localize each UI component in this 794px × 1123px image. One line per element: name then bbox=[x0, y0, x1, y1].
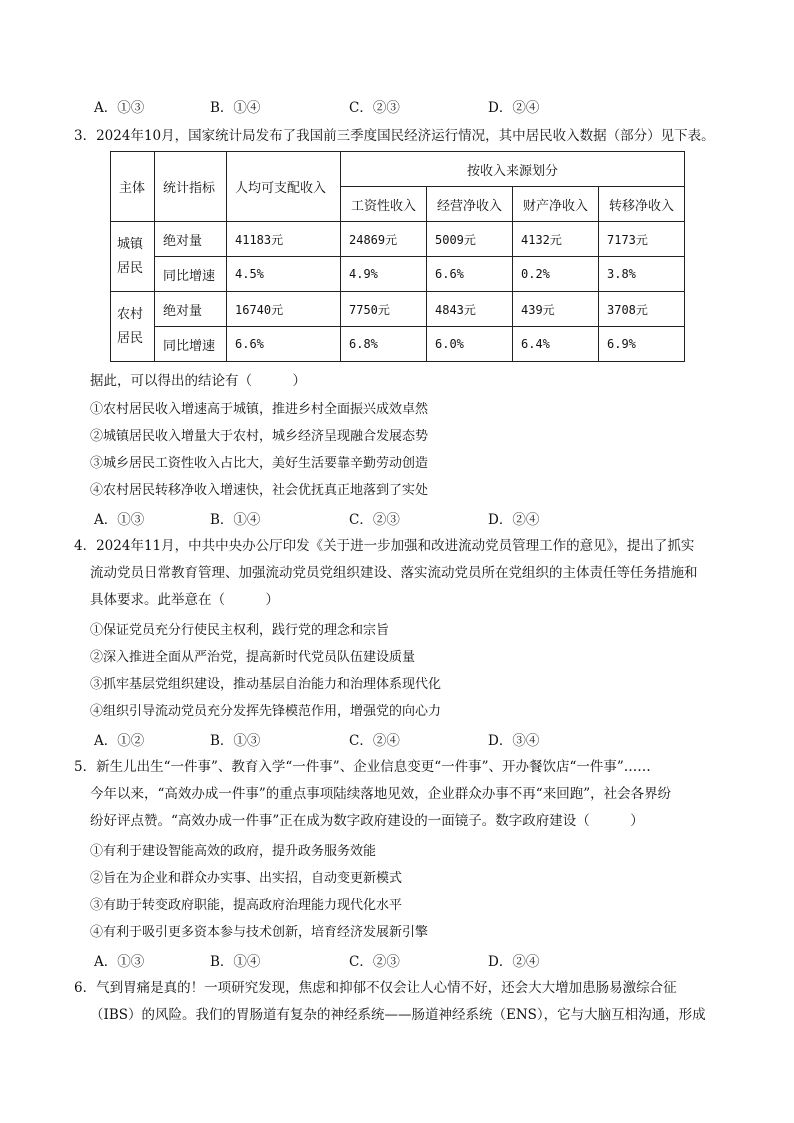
table-cell: 6.4% bbox=[513, 327, 599, 362]
q5-option-d[interactable]: D．②④ bbox=[488, 954, 540, 970]
table-cell: 16740元 bbox=[227, 292, 341, 327]
table-cell: 4.9% bbox=[341, 257, 427, 292]
table-cell: 4843元 bbox=[427, 292, 513, 327]
q4-option-a[interactable]: A．①② bbox=[94, 733, 145, 749]
subject-rural-line1: 农村 bbox=[117, 306, 144, 322]
header-per-capita: 人均可支配收入 bbox=[227, 152, 341, 222]
q2-options bbox=[94, 96, 654, 116]
q3-item-4: ④农村居民转移净收入增速快，社会优抚真正地落到了实处 bbox=[90, 483, 429, 498]
q2-option-d[interactable]: D．②④ bbox=[488, 100, 540, 116]
q3-option-a[interactable]: A．①③ bbox=[94, 512, 145, 528]
header-indicator: 统计指标 bbox=[155, 152, 227, 222]
header-by-source: 按收入来源划分 bbox=[341, 152, 685, 187]
q3-stem: 3．2024年10月，国家统计局发布了我国前三季度国民经济运行情况，其中居民收入数据（部分）见下表。 bbox=[74, 128, 715, 144]
income-table bbox=[110, 151, 685, 362]
table-cell: 3.8% bbox=[599, 257, 685, 292]
q4-stem-line3: 具体要求。此举意在（ ） bbox=[90, 592, 279, 608]
q6-stem-line2: （IBS）的风险。我们的胃肠道有复杂的神经系统——肠道神经系统（ENS），它与大脑互相沟通，形成 bbox=[90, 1007, 706, 1023]
table-cell: 24869元 bbox=[341, 222, 427, 257]
table-cell: 4132元 bbox=[513, 222, 599, 257]
table-cell: 6.9% bbox=[599, 327, 685, 362]
q4-item-2: ②深入推进全面从严治党，提高新时代党员队伍建设质量 bbox=[90, 650, 416, 665]
table-cell: 0.2% bbox=[513, 257, 599, 292]
q5-option-b[interactable]: B．①④ bbox=[210, 954, 261, 970]
q3-option-c[interactable]: C．②③ bbox=[349, 512, 400, 528]
q5-item-4: ④有利于吸引更多资本参与技术创新，培育经济发展新引擎 bbox=[90, 925, 429, 940]
q4-option-d[interactable]: D．③④ bbox=[488, 733, 540, 749]
table-cell: 同比增速 bbox=[155, 327, 227, 362]
q6-stem-line1: 6．气到胃痛是真的！一项研究发现，焦虑和抑郁不仅会让人心情不好，还会大大增加患肠易激综合征 bbox=[74, 980, 677, 996]
q5-stem-line3: 纷好评点赞。“高效办成一件事”正在成为数字政府建设的一面镜子。数字政府建设（ ） bbox=[90, 813, 644, 829]
q5-item-1: ①有利于建设智能高效的政府，提升政务服务效能 bbox=[90, 844, 377, 859]
subject-urban-line1: 城镇 bbox=[117, 236, 144, 252]
subject-rural bbox=[111, 292, 155, 362]
table-cell: 439元 bbox=[513, 292, 599, 327]
table-cell: 绝对量 bbox=[155, 292, 227, 327]
q3-item-1: ①农村居民收入增速高于城镇，推进乡村全面振兴成效卓然 bbox=[90, 402, 429, 417]
q2-option-c[interactable]: C．②③ bbox=[349, 100, 400, 116]
q3-item-2: ②城镇居民收入增量大于农村，城乡经济呈现融合发展态势 bbox=[90, 429, 429, 444]
header-business: 经营净收入 bbox=[427, 187, 513, 222]
table-cell: 6.0% bbox=[427, 327, 513, 362]
table-cell: 6.8% bbox=[341, 327, 427, 362]
q5-stem-line2: 今年以来，“高效办成一件事”的重点事项陆续落地见效，企业群众办事不再“来回跑”，社会各界纷 bbox=[90, 786, 672, 802]
q4-options bbox=[94, 729, 654, 749]
q5-option-c[interactable]: C．②③ bbox=[349, 954, 400, 970]
q4-stem-line2: 流动党员日常教育管理、加强流动党员党组织建设、落实流动党员所在党组织的主体责任等任务措施和 bbox=[90, 565, 698, 581]
table-cell: 6.6% bbox=[427, 257, 513, 292]
q3-options bbox=[94, 508, 654, 528]
header-transfer: 转移净收入 bbox=[599, 187, 685, 222]
q3-question: 据此，可以得出的结论有（ ） bbox=[90, 373, 306, 389]
header-subject: 主体 bbox=[111, 152, 155, 222]
table-cell: 7750元 bbox=[341, 292, 427, 327]
q4-item-4: ④组织引导流动党员充分发挥先锋模范作用，增强党的向心力 bbox=[90, 704, 442, 719]
q4-stem-line1: 4．2024年11月，中共中央办公厅印发《关于进一步加强和改进流动党员管理工作的意见》，提出了抓实 bbox=[74, 538, 695, 554]
q3-item-3: ③城乡居民工资性收入占比大，美好生活要靠辛勤劳动创造 bbox=[90, 456, 429, 471]
table-cell: 6.6% bbox=[227, 327, 341, 362]
table-cell: 同比增速 bbox=[155, 257, 227, 292]
q4-option-b[interactable]: B．①③ bbox=[210, 733, 261, 749]
subject-rural-line2: 居民 bbox=[117, 330, 144, 346]
subject-urban-line2: 居民 bbox=[117, 260, 144, 276]
q5-item-3: ③有助于转变政府职能，提高政府治理能力现代化水平 bbox=[90, 898, 403, 913]
table-cell: 3708元 bbox=[599, 292, 685, 327]
header-property: 财产净收入 bbox=[513, 187, 599, 222]
subject-urban bbox=[111, 222, 155, 292]
q2-option-a[interactable]: A．①③ bbox=[94, 100, 145, 116]
q3-option-b[interactable]: B．①④ bbox=[210, 512, 261, 528]
q4-item-3: ③抓牢基层党组织建设，推动基层自治能力和治理体系现代化 bbox=[90, 677, 442, 692]
q5-item-2: ②旨在为企业和群众办实事、出实招，自动变更新模式 bbox=[90, 871, 403, 886]
q4-item-1: ①保证党员充分行使民主权利，践行党的理念和宗旨 bbox=[90, 623, 390, 638]
q3-option-d[interactable]: D．②④ bbox=[488, 512, 540, 528]
q4-option-c[interactable]: C．②④ bbox=[349, 733, 400, 749]
q5-options bbox=[94, 950, 654, 970]
table-cell: 绝对量 bbox=[155, 222, 227, 257]
q2-option-b[interactable]: B．①④ bbox=[210, 100, 261, 116]
table-cell: 41183元 bbox=[227, 222, 341, 257]
table-cell: 7173元 bbox=[599, 222, 685, 257]
table-cell: 5009元 bbox=[427, 222, 513, 257]
q5-stem-line1: 5．新生儿出生“一件事”、教育入学“一件事”、企业信息变更“一件事”、开办餐饮店“一件事”…… bbox=[74, 759, 651, 775]
table-cell: 4.5% bbox=[227, 257, 341, 292]
header-wage: 工资性收入 bbox=[341, 187, 427, 222]
q5-option-a[interactable]: A．①③ bbox=[94, 954, 145, 970]
